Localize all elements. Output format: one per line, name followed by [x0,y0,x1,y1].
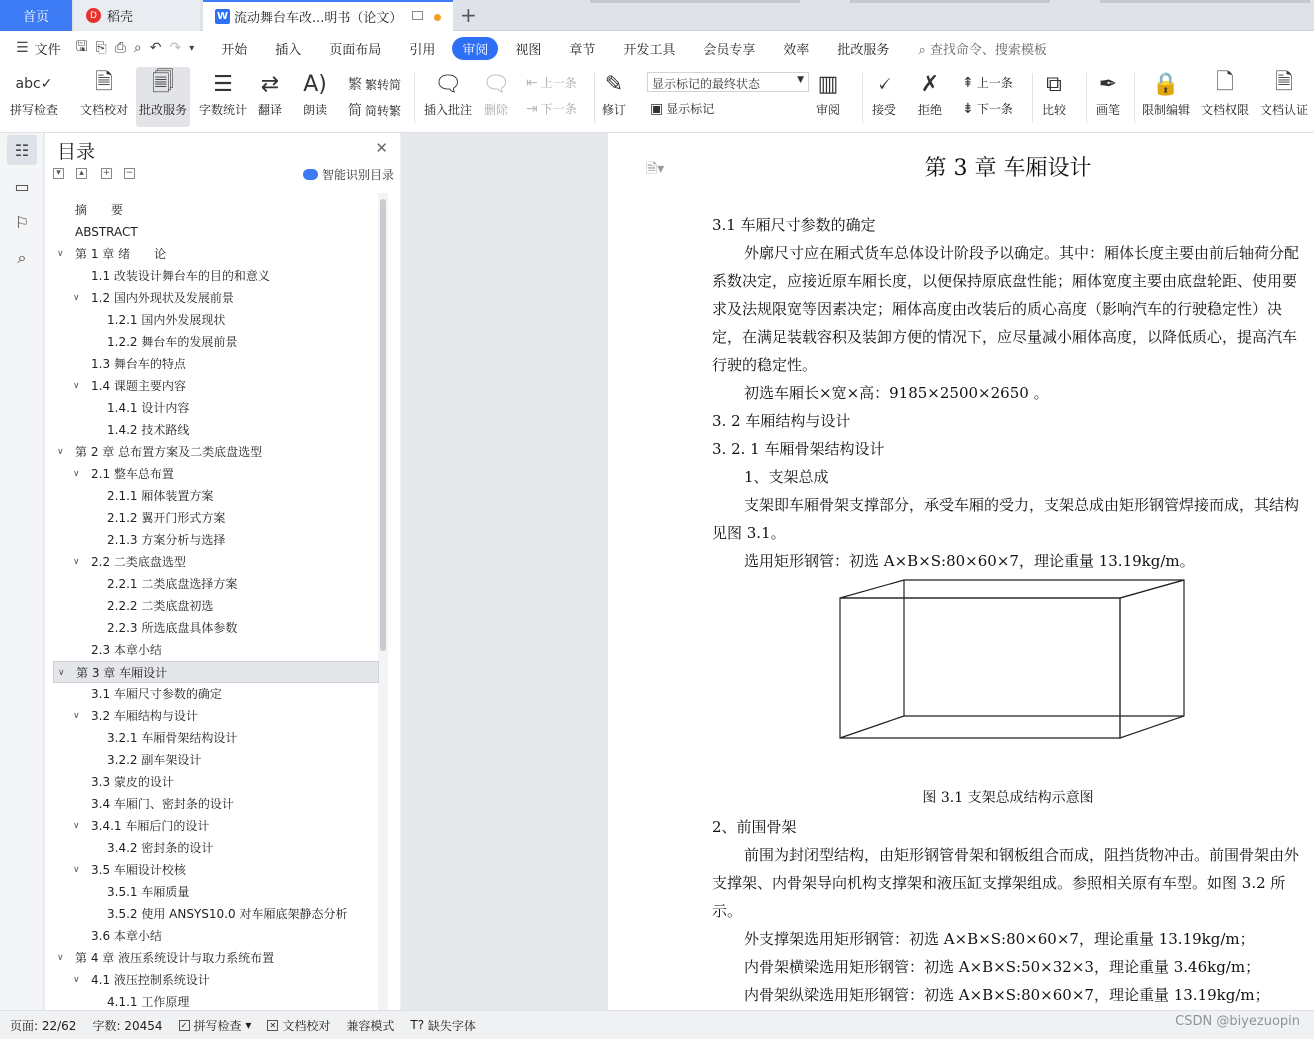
toc-item[interactable] [53,375,379,397]
toc-item-label: 2.1 整车总布置 [91,467,174,481]
menu-member[interactable]: 会员专享 [703,42,756,58]
proof-icon: ✕ [267,1020,278,1031]
pen-label: 画笔 [1096,103,1121,117]
paragraph: 前围为封闭型结构，由矩形钢管骨架和钢板组合而成，阻挡货物冲击。前围骨架由外支撑架、内骨架导向机构支撑架和液压缸支撑架组成。参照相关原有车型。如图 3.2 所示。 [712,846,1300,920]
word-count-icon: ☰ [213,71,233,97]
toc-item-label: 4.1.1 工作原理 [107,995,190,1009]
toc-item-label: 2.1.3 方案分析与选择 [107,533,226,547]
paragraph: 外廓尺寸应在厢式货车总体设计阶段予以确定。其中：厢体长度主要由前后轴荷分配系数决定，应接近原车厢长度，以便保持原底盘性能；厢体宽度主要由底盘轮距、使用要求及法规限宽等因素决定；厢体高度由改装后的质心高度（影响汽车的行驶稳定性）决定，在满足装载容积及装卸方便的情况下，应尽量减小厢体高度，以降低质心，提高汽车行驶的稳定性。 [712,244,1300,374]
toc-item-label: 3.5.2 使用 ANSYS10.0 对车厢底架静态分析 [107,907,348,921]
toc-panel [45,133,400,1010]
toc-item[interactable] [53,617,379,639]
paragraph: 初选车厢长×宽×高：9185×2500×2650 。 [744,384,1049,402]
review-service-icon: 🗐 [152,70,174,95]
toc-item-label: 1.2.2 舞台车的发展前景 [107,335,238,349]
status-spell-check[interactable]: ✓ 拼写检查 ▾ [171,1017,260,1034]
track-changes-button[interactable] [602,67,626,118]
reject-button[interactable] [918,67,942,118]
toc-item-label: 1.4.1 设计内容 [107,401,190,415]
toc-item[interactable] [53,903,379,925]
chevron-down-icon[interactable]: ∨ [73,293,80,303]
figure-top-face [840,580,1184,598]
insert-comment-label: 插入批注 [424,103,473,117]
preview-icon[interactable]: ⌕ [133,40,142,56]
convert-icon: 简 [348,103,362,119]
next-icon: ⇥ [526,100,538,117]
toc-item-label: 1.3 舞台车的特点 [91,357,186,371]
outline-panel-icon[interactable]: ▭ [14,176,30,196]
toc-item-label: 2.2.1 二类底盘选择方案 [107,577,238,591]
doc-rights-button[interactable] [1201,67,1249,118]
toc-item-label: 3.5.1 车厢质量 [107,885,190,899]
search-icon[interactable]: ⌕ [17,248,27,267]
toc-item[interactable] [53,573,379,595]
chevron-down-icon[interactable]: ∨ [73,975,80,985]
daoke-logo-icon: D [86,8,101,23]
review-service-button[interactable] [136,67,190,127]
tab-home[interactable] [0,0,72,31]
prev-change-label: 上一条 [976,76,1013,90]
item-heading: 2、前围骨架 [712,818,797,836]
toc-item-label: 3.4.2 密封条的设计 [107,841,214,855]
chevron-down-icon[interactable]: ∨ [58,668,65,678]
toc-item[interactable] [53,947,379,969]
document-area [401,133,1314,1010]
review-service-label: 批改服务 [139,103,188,117]
toc-item[interactable] [53,661,379,683]
export-icon[interactable]: ⎘ [95,40,107,56]
checkbox-icon: ✓ [179,1020,190,1031]
toc-item[interactable] [53,243,379,265]
ribbon-separator [1134,73,1135,123]
missing-font[interactable] [402,1017,484,1034]
restrict-edit-button[interactable] [1142,67,1190,118]
toc-item[interactable] [53,287,379,309]
tab-strip-divider [1100,0,1310,3]
doc-auth-label: 文档认证 [1260,103,1309,117]
undo-icon[interactable]: ↶ [149,40,162,56]
status-bar [0,1010,1314,1039]
smart-toc-icon [303,169,318,180]
menu-insert[interactable]: 插入 [275,42,302,58]
show-markup-label: 显示标记 [666,102,715,116]
ribbon-separator [594,73,595,123]
accept-icon: 🗸 [876,71,892,97]
accept-label: 接受 [872,103,897,117]
figure-caption: 图 3.1 支架总成结构示意图 [922,790,1094,806]
menu-reference[interactable]: 引用 [409,42,436,58]
comment-icon: 🗨 [434,71,462,97]
traditional-to-simplified-button[interactable] [348,74,401,94]
accept-button[interactable] [872,67,896,118]
toc-item[interactable] [53,837,379,859]
chevron-down-icon[interactable]: ∨ [73,865,80,875]
paragraph: 外支撑架选用矩形钢管：初选 A×B×S:80×60×7，理论重量 13.19kg/m； [744,930,1255,948]
toc-item[interactable] [53,397,379,419]
compare-icon: ⧉ [1046,71,1062,97]
document-page[interactable] [608,133,1314,1010]
delete-comment-icon: 🗨 [482,71,510,97]
paragraph: 支架即车厢骨架支撑部分，承受车厢的受力，支架总成由矩形钢管焊接而成，其结构见图 3.1。 [712,496,1300,542]
ribbon-separator [1032,73,1033,123]
toc-item[interactable] [53,265,379,287]
translate-icon: ⇄ [260,71,280,97]
toc-item-label: 第 1 章 绪 论 [75,247,167,261]
toc-item[interactable] [53,727,379,749]
next-comment-label: 下一条 [540,102,577,116]
review-pane-icon: ▥ [817,71,839,97]
toc-item[interactable] [53,353,379,375]
menu-layout[interactable]: 页面布局 [329,42,382,58]
hamburger-icon[interactable]: ☰ [16,40,29,56]
toc-item-label: 第 3 章 车厢设计 [76,666,168,680]
toc-list [53,199,379,1010]
pen-button[interactable] [1096,67,1120,118]
doc-proof-icon: 🗎 [95,70,113,95]
show-markup-icon: ▣ [650,100,664,117]
unsaved-dot-icon [434,14,441,21]
tab-daoke-label: 稻壳 [107,10,134,25]
redo-icon[interactable]: ↷ [169,40,182,56]
reject-icon: ✗ [920,71,940,97]
doc-auth-button[interactable] [1260,67,1308,118]
spell-check-button[interactable] [10,67,58,118]
convert-icon: 繁 [348,77,362,93]
chevron-down-icon[interactable]: ∨ [73,711,80,721]
chevron-down-icon[interactable]: ∨ [73,469,80,479]
print-icon[interactable]: ⎙ [114,40,126,56]
toc-item-label: 1.1 改装设计舞台车的目的和意义 [91,269,270,283]
smart-toc-button[interactable] [303,166,394,183]
toc-item[interactable] [53,925,379,947]
review-pane-button[interactable] [816,67,840,118]
next-change-button[interactable] [962,100,1013,117]
prev-change-button[interactable] [962,74,1013,91]
show-markup-button[interactable] [650,100,714,117]
status-proof-label: 文档校对 [282,1018,331,1033]
section-heading: 3.1 车厢尺寸参数的确定 [712,216,876,234]
toc-item-label: ABSTRACT [75,225,138,239]
toc-item-label: 3.1 车厢尺寸参数的确定 [91,687,222,701]
prev-comment-button[interactable] [526,74,577,91]
toc-item-label: 2.1.2 翼开门形式方案 [107,511,226,525]
doc-rights-label: 文档权限 [1201,103,1250,117]
doc-auth-icon: 🗎 [1275,70,1293,95]
toc-item[interactable] [53,969,379,991]
toc-item[interactable] [53,331,379,353]
toc-item-label: 2.3 本章小结 [91,643,162,657]
paragraph: 内骨架横梁选用矩形钢管：初选 A×B×S:50×32×3，理论重量 3.46kg/m； [744,958,1261,976]
next-comment-button[interactable] [526,100,577,117]
toc-item[interactable] [53,793,379,815]
toc-item[interactable] [53,639,379,661]
prev-change-icon: ⇞ [962,74,974,91]
toc-item-label: 3.6 本章小结 [91,929,162,943]
ribbon-toolbar [0,65,1314,133]
smart-toc-label: 智能识别目录 [321,168,394,182]
track-changes-icon: ✎ [604,71,624,97]
ribbon-separator [1086,73,1087,123]
toc-item-label: 2.2 二类底盘选型 [91,555,186,569]
toc-item[interactable] [53,881,379,903]
prev-icon: ⇤ [526,74,538,91]
compat-mode: 兼容模式 [346,1018,395,1033]
tab-home-label: 首页 [22,10,49,25]
item-heading: 1、支架总成 [744,468,829,486]
toc-item[interactable] [53,441,379,463]
chevron-down-icon[interactable]: ∨ [73,821,80,831]
toc-item-label: 第 4 章 液压系统设计与取力系统布置 [75,951,275,965]
close-icon[interactable]: ✕ [375,139,388,157]
bookmark-icon[interactable]: ⚐ [14,212,30,232]
chevron-down-icon: ▼ [797,75,804,85]
page-counter[interactable]: 页面: 22/62 [10,1018,77,1033]
toc-item-label: 4.1 液压控制系统设计 [91,973,210,987]
toc-item-label: 1.4 课题主要内容 [91,379,186,393]
chevron-down-icon[interactable]: ∨ [57,447,64,457]
toc-item[interactable] [53,991,379,1010]
toc-item-label: 1.2.1 国内外发展现状 [107,313,226,327]
collapse-all-icon[interactable]: ▴ [76,168,87,179]
section-heading: 3. 2 车厢结构与设计 [712,412,851,430]
markup-state-value: 显示标记的最终状态 [652,77,761,91]
word-count-button[interactable] [199,67,247,118]
toc-item[interactable] [53,749,379,771]
word-count-label: 字数统计 [199,103,248,117]
toc-item[interactable] [53,771,379,793]
toc-item-label: 摘 要 [75,203,124,217]
save-icon[interactable]: 🖫 [75,39,88,55]
toc-item-label: 2.1.1 厢体装置方案 [107,489,214,503]
delete-comment-button[interactable] [482,67,510,118]
toc-item[interactable] [53,815,379,837]
page-menu-icon[interactable]: 🗎▾ [646,161,665,177]
chapter-title: 第 3 章 车厢设计 [924,156,1092,181]
pen-icon: ✒ [1098,71,1118,97]
toc-item[interactable] [53,485,379,507]
toc-item-label: 3.4 车厢门、密封条的设计 [91,797,234,811]
restrict-edit-label: 限制编辑 [1142,103,1191,117]
paragraph: 内骨架纵梁选用矩形钢管：初选 A×B×S:80×60×7，理论重量 13.19kg/m； [744,986,1270,1004]
search-icon: ⌕ [918,42,926,58]
toc-item-label: 3.2.1 车厢骨架结构设计 [107,731,238,745]
compare-label: 比较 [1042,103,1067,117]
toc-item-label: 1.4.2 技术路线 [107,423,190,437]
status-proof[interactable] [259,1017,338,1034]
toc-panel-icon[interactable]: ☷ [7,135,37,165]
simplified-to-traditional-button[interactable] [348,100,401,120]
toc-item[interactable] [53,419,379,441]
writer-logo-icon: W [216,11,229,22]
status-spell-label: 拼写检查 [193,1018,242,1033]
quick-access-chevron-icon[interactable]: ▾ [189,42,195,54]
translate-label: 翻译 [258,103,283,117]
delete-comment-label: 删除 [483,103,508,117]
read-aloud-icon: A) [303,71,327,97]
command-search-label: 查找命令、搜索模板 [929,42,1047,58]
tab-daoke[interactable] [74,0,200,31]
toc-item-label: 3.2 车厢结构与设计 [91,709,198,723]
paragraph: 选用矩形钢管：初选 A×B×S:80×60×7，理论重量 13.19kg/m。 [744,552,1195,570]
ribbon-separator [862,73,863,123]
word-counter[interactable]: 字数: 20454 [92,1018,163,1033]
chevron-down-icon[interactable]: ∨ [57,953,64,963]
frame-structure-figure [838,578,1188,740]
tab-strip-divider [850,0,1050,3]
tab-strip-divider [590,0,800,3]
doc-rights-icon: 🗋 [1216,70,1234,95]
expand-all-icon[interactable]: ▾ [53,168,64,179]
toc-item[interactable] [53,221,379,243]
add-tab-icon[interactable]: + [460,3,477,27]
menu-review[interactable]: 审阅 [452,37,498,60]
toc-item-label: 1.2 国内外现状及发展前景 [91,291,234,305]
toc-title: 目录 [57,141,96,163]
menu-devtools[interactable]: 开发工具 [623,42,676,58]
watermark: CSDN @biyezuopin [1175,1014,1300,1029]
menu-efficiency[interactable]: 效率 [783,42,810,58]
toc-item-label: 3.3 蒙皮的设计 [91,775,174,789]
prev-comment-label: 上一条 [540,76,577,90]
left-rail [0,133,44,1010]
traditional-to-simplified-label: 繁转简 [365,77,402,92]
toc-item-label: 2.2.3 所选底盘具体参数 [107,621,238,635]
ribbon-separator [414,73,415,123]
menu-view[interactable]: 视图 [515,42,542,58]
next-change-icon: ⇟ [962,100,974,117]
reject-label: 拒绝 [918,103,943,117]
read-aloud-label: 朗读 [303,103,328,117]
toc-item[interactable] [53,309,379,331]
toc-item[interactable] [53,507,379,529]
toc-item-label: 2.2.2 二类底盘初选 [107,599,214,613]
track-changes-label: 修订 [602,103,627,117]
add-level-icon[interactable]: + [102,168,111,178]
simplified-to-traditional-label: 简转繁 [365,103,402,118]
chevron-down-icon[interactable]: ∨ [73,381,80,391]
next-change-label: 下一条 [976,102,1013,116]
chevron-down-icon[interactable]: ∨ [73,557,80,567]
translate-button[interactable] [258,67,282,118]
toc-item[interactable] [53,199,379,221]
toc-item[interactable] [53,529,379,551]
missing-font-label: 缺失字体 [427,1018,476,1033]
toc-item[interactable] [53,551,379,573]
compare-button[interactable] [1042,67,1066,118]
spell-check-label: 拼写检查 [10,103,59,117]
toc-item-label: 3.2.2 副车架设计 [107,753,202,767]
toc-item[interactable] [53,683,379,705]
toc-scrollbar[interactable] [380,199,386,651]
toc-item[interactable] [53,705,379,727]
tab-document-label: 流动舞台车改...明书（论文） [234,11,403,26]
menu-bar [0,31,1314,65]
figure-hidden-edge [840,716,904,738]
toc-item[interactable] [53,859,379,881]
menu-start[interactable]: 开始 [221,42,248,58]
spell-check-icon: abc✓ [15,76,53,92]
toc-item-label: 3.5 车厢设计校核 [91,863,186,877]
chevron-down-icon[interactable]: ∨ [57,249,64,259]
markup-state-select[interactable] [647,72,809,92]
read-aloud-button[interactable] [303,67,327,118]
review-pane-label: 审阅 [816,103,841,117]
doc-proof-label: 文档校对 [80,103,129,117]
subsection-heading: 3. 2. 1 车厢骨架结构设计 [712,440,885,458]
command-search[interactable] [918,39,1046,58]
insert-comment-button[interactable] [424,67,472,118]
menu-file[interactable]: 文件 [34,42,61,58]
tab-document[interactable] [203,0,453,31]
figure-front-face [840,598,1120,738]
toc-item[interactable] [53,463,379,485]
figure-side-face [1120,580,1184,738]
monitor-icon[interactable] [412,11,423,20]
toc-item-label: 第 2 章 总布置方案及二类底盘选型 [75,445,263,459]
lock-icon: 🔒 [1152,71,1180,97]
tab-bar [0,0,1314,31]
help-font-icon: T? [410,1018,425,1032]
toc-item[interactable] [53,595,379,617]
doc-proof-button[interactable] [80,67,128,118]
toc-item-label: 3.4.1 车厢后门的设计 [91,819,210,833]
remove-level-icon[interactable]: − [125,168,134,178]
menu-correction[interactable]: 批改服务 [837,42,890,58]
menu-chapter[interactable]: 章节 [569,42,596,58]
